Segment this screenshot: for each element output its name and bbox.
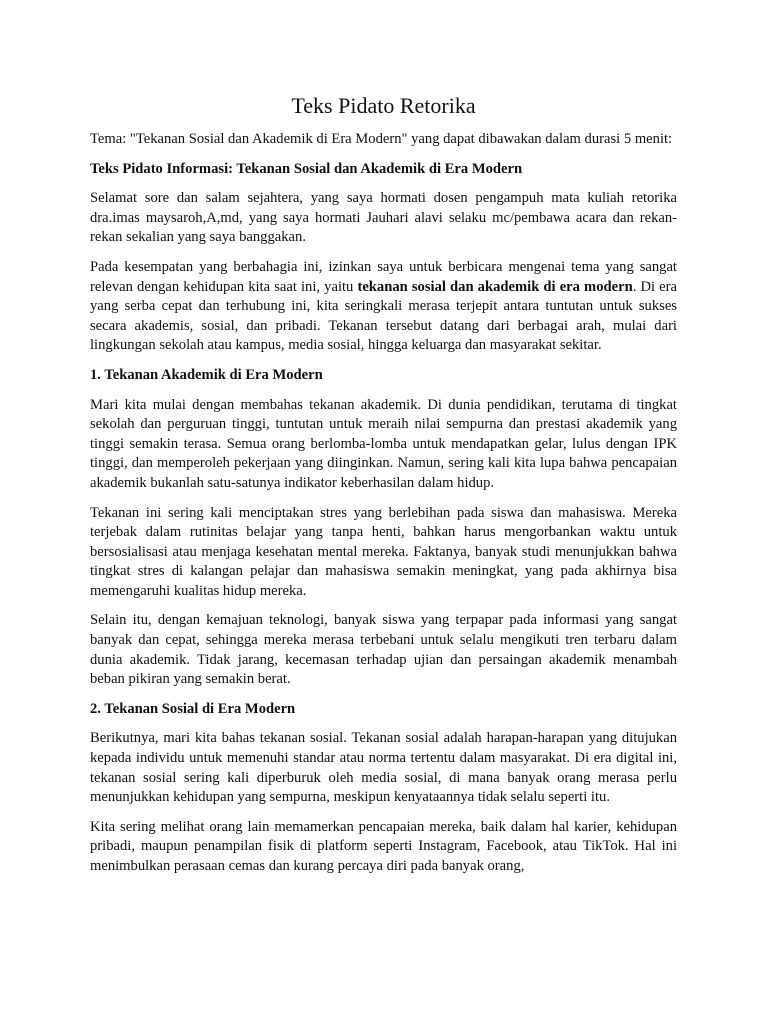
document-page [90, 92, 677, 887]
greeting-paragraph: Selamat sore dan salam sejahtera, yang saya hormati dosen pengampuh mata kuliah retorika dra.imas maysaroh,A,md, yang saya hormati Jauhari alavi selaku mc/pembawa acara dan rekan-rekan sekalian yang saya banggakan. [90, 190, 677, 246]
speech-subtitle: Teks Pidato Informasi: Tekanan Sosial dan Akademik di Era Modern [90, 160, 523, 177]
intro-bold-topic: tekanan sosial dan akademik di era modern [357, 278, 633, 295]
section-heading-social: 2. Tekanan Sosial di Era Modern [90, 700, 296, 717]
academic-paragraph-2: Tekanan ini sering kali menciptakan stres yang berlebihan pada siswa dan mahasiswa. Mereka terjebak dalam rutinitas belajar yang tanpa henti, bahkan harus mengorbankan waktu untuk bersosialisasi atau menjaga kesehatan mental mereka. Faktanya, banyak studi menunjukkan bahwa tingkat stres di kalangan pelajar dan mahasiswa semakin meningkat, yang pada akhirnya bisa memengaruhi kualitas hidup mereka. [90, 504, 677, 599]
page-title: Teks Pidato Retorika [291, 93, 476, 118]
intro-paragraph [90, 258, 677, 356]
intro-text-before: Pada kesempatan yang berbahagia ini, izinkan saya untuk berbicara mengenai tema yang sangat relevan dengan kehidupan kita saat ini, yaitu [90, 258, 677, 295]
intro-text-after: . Di era yang serba cepat dan terhubung ini, kita seringkali merasa terjepit antara tuntutan untuk sukses secara akademis, sosial, dan pribadi. Tekanan tersebut datang dari berbagai arah, mulai dari lingkungan sekolah atau kampus, media sosial, hingga keluarga dan masyarakat sekitar. [90, 278, 677, 354]
theme-line: Tema: "Tekanan Sosial dan Akademik di Era Modern" yang dapat dibawakan dalam durasi 5 menit: [90, 131, 673, 147]
social-paragraph-2: Kita sering melihat orang lain memamerkan pencapaian mereka, baik dalam hal karier, kehidupan pribadi, maupun penampilan fisik di platform seperti Instagram, Facebook, atau TikTok. Hal ini menimbulkan perasaan cemas dan kurang percaya diri pada banyak orang, [90, 818, 677, 874]
social-paragraph-1: Berikutnya, mari kita bahas tekanan sosial. Tekanan sosial adalah harapan-harapan yang ditujukan kepada individu untuk memenuhi standar atau norma tertentu dalam masyarakat. Di era digital ini, tekanan sosial sering kali diperburuk oleh media sosial, di mana banyak orang merasa perlu menunjukkan kehidupan yang sempurna, meskipun kenyataannya tidak selalu seperti itu. [90, 730, 677, 806]
section-heading-academic: 1. Tekanan Akademik di Era Modern [90, 366, 323, 383]
academic-paragraph-3: Selain itu, dengan kemajuan teknologi, banyak siswa yang terpapar pada informasi yang sangat banyak dan cepat, sehingga mereka merasa terbebani untuk selalu mengikuti tren terbaru dalam dunia akademik. Tidak jarang, kecemasan terhadap ujian dan persaingan akademik menambah beban pikiran yang semakin berat. [90, 612, 677, 688]
academic-paragraph-1: Mari kita mulai dengan membahas tekanan akademik. Di dunia pendidikan, terutama di tingkat sekolah dan perguruan tinggi, tuntutan untuk meraih nilai sempurna dan prestasi akademik yang tinggi semakin terasa. Semua orang berlomba-lomba untuk mendapatkan gelar, lulus dengan IPK tinggi, dan memperoleh pekerjaan yang diinginkan. Namun, sering kali kita lupa bahwa pencapaian akademik bukanlah satu-satunya indikator keberhasilan dalam hidup. [90, 396, 677, 491]
